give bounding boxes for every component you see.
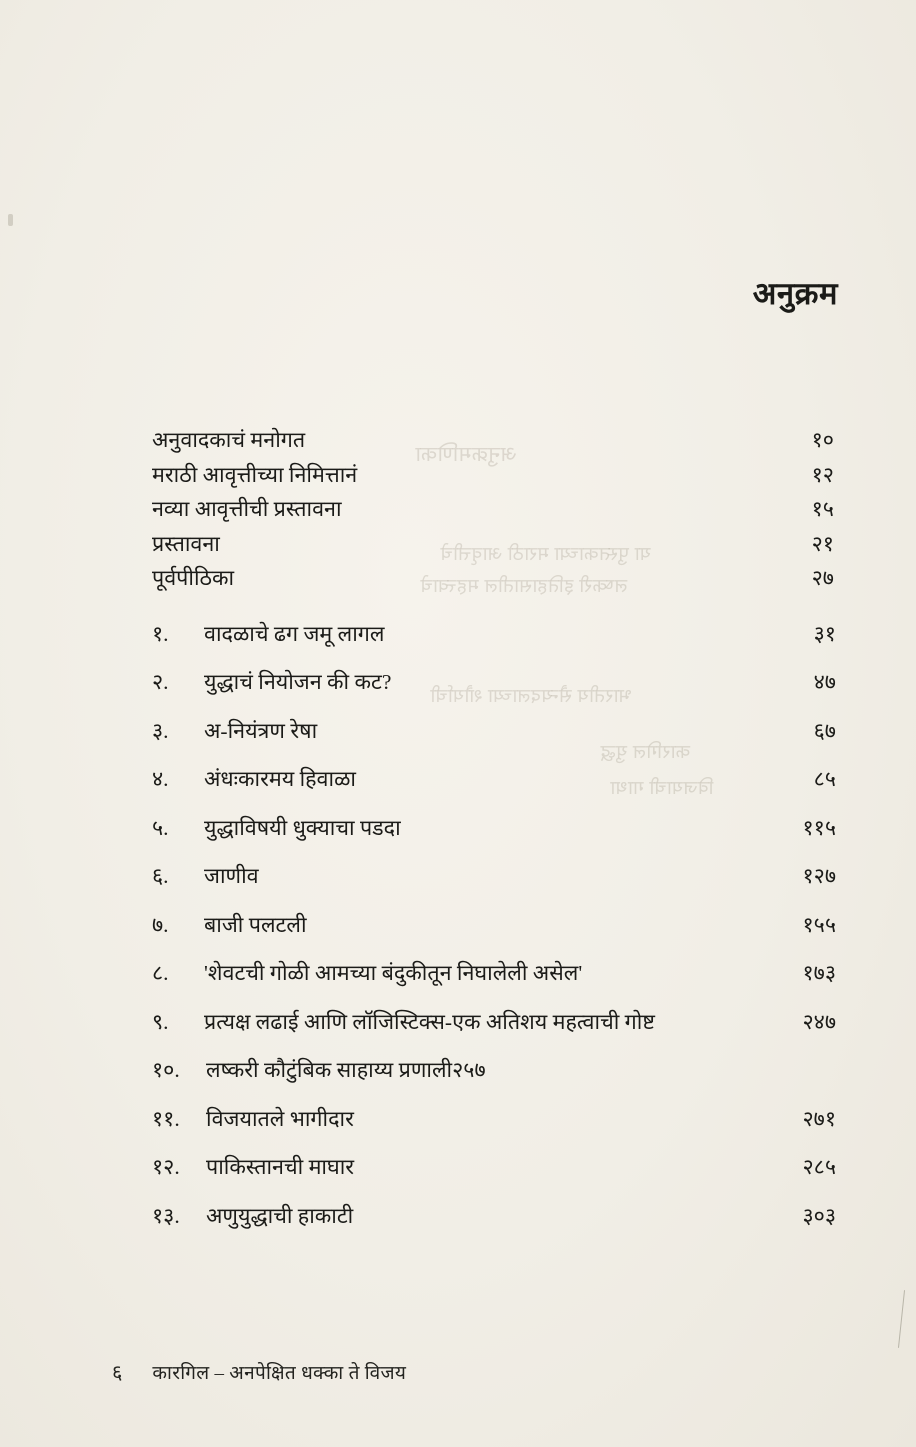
toc-entry-page: २१	[811, 531, 834, 556]
toc-entry-number: १०.	[152, 1058, 180, 1082]
toc-entry-page: १०	[811, 428, 834, 452]
toc-entry-label: जाणीव	[204, 864, 259, 888]
page-footer	[112, 1358, 406, 1385]
toc-entry	[152, 1060, 836, 1082]
toc-entry-label: लष्करी कौटुंबिक साहाय्य प्रणाली२५७	[206, 1058, 486, 1082]
toc-entry-page: १२	[811, 462, 834, 487]
bleed-through-text: विजयाची गाथा	[610, 778, 714, 799]
page-edge-mark	[898, 1290, 905, 1348]
toc-entry-page: ४७	[813, 670, 836, 694]
toc-entry-number: ५.	[152, 815, 169, 840]
bleed-through-text: अनुक्रमणिका	[415, 442, 517, 466]
toc-entry	[152, 1203, 836, 1228]
toc-entry-page: २८५	[802, 1155, 836, 1179]
page-speck	[8, 214, 13, 226]
running-book-title: कारगिल – अनपेक्षित धक्का ते विजय	[152, 1363, 407, 1384]
toc-entry-number: २.	[152, 670, 169, 694]
toc-entry-label: बाजी पलटली	[204, 912, 307, 937]
toc-entry	[152, 568, 836, 590]
toc-entry-page: ६७	[813, 718, 836, 743]
bleed-through-text: भारतीय सैन्यदलाच्या शौर्याची	[430, 686, 632, 707]
chapter-list	[152, 621, 836, 1228]
bleed-through-text: कारगिल युद्ध	[600, 742, 691, 763]
toc-entry-label: युद्धाविषयी धुक्याचा पडदा	[204, 815, 401, 840]
toc-entry-page: १५५	[802, 912, 836, 937]
toc-entry-page: ८५	[813, 767, 836, 791]
toc-entry-page: २७१	[802, 1106, 836, 1131]
toc-entry-label: वादळाचे ढग जमू लागल	[204, 621, 385, 646]
folio-number: ६	[112, 1362, 123, 1384]
front-matter-list	[152, 430, 836, 590]
toc-entry	[152, 499, 836, 521]
page-title: अनुक्रम	[752, 276, 838, 311]
toc-entry-page: २४७	[802, 1009, 836, 1034]
toc-entry-page: २७	[811, 566, 834, 590]
toc-entry-number: १.	[152, 621, 169, 646]
toc-entry-page: ३०३	[802, 1203, 836, 1228]
toc-entry-number: ८.	[152, 961, 169, 985]
toc-entry	[152, 1009, 836, 1034]
toc-entry	[152, 621, 836, 646]
toc-entry-number: ४.	[152, 767, 169, 791]
toc-entry	[152, 769, 836, 791]
toc-entry-label: पूर्वपीठिका	[152, 566, 235, 590]
toc-entry-label: नव्या आवृत्तीची प्रस्तावना	[152, 497, 342, 521]
toc-entry-page: ३१	[813, 621, 836, 646]
toc-entry-number: १२.	[152, 1155, 180, 1179]
toc-entry-number: ७.	[152, 912, 169, 937]
toc-entry-number: ६.	[152, 864, 169, 888]
toc-entry	[152, 718, 836, 743]
toc-entry-label: 'शेवटची गोळी आमच्या बंदुकीतून निघालेली असेल'	[204, 961, 583, 985]
toc-entry-number: ३.	[152, 718, 169, 743]
toc-entry	[152, 912, 836, 937]
bleed-through-text: लष्करी इतिहासातील महत्त्वाचे	[420, 576, 628, 597]
toc-entry-page: १२७	[802, 864, 836, 888]
toc-entry-number: ११.	[152, 1106, 180, 1131]
toc-entry	[152, 531, 836, 556]
bleed-through-text: या पुस्तकाच्या मराठी आवृत्तीचे	[440, 544, 651, 565]
toc-entry-label: विजयातले भागीदार	[206, 1106, 354, 1131]
table-of-contents	[152, 430, 836, 1254]
toc-entry-label: प्रत्यक्ष लढाई आणि लॉजिस्टिक्स-एक अतिशय महत्वाची गोष्ट	[204, 1009, 655, 1034]
toc-entry	[152, 430, 836, 452]
toc-entry-label: अंधःकारमय हिवाळा	[204, 767, 356, 791]
toc-entry-label: मराठी आवृत्तीच्या निमित्तानं	[152, 462, 358, 487]
toc-entry-number: १३.	[152, 1203, 180, 1228]
toc-entry	[152, 1157, 836, 1179]
toc-entry-label: अणुयुद्धाची हाकाटी	[206, 1203, 354, 1228]
toc-entry	[152, 815, 836, 840]
toc-entry-number: ९.	[152, 1009, 169, 1034]
toc-entry-page: १५	[811, 497, 834, 521]
toc-entry	[152, 462, 836, 487]
toc-entry	[152, 1106, 836, 1131]
toc-entry	[152, 672, 836, 694]
toc-entry-label: अनुवादकाचं मनोगत	[152, 428, 306, 452]
toc-entry	[152, 866, 836, 888]
toc-entry-page: १७३	[802, 961, 836, 985]
toc-entry-label: युद्धाचं नियोजन की कट?	[204, 670, 392, 694]
toc-entry-page: ११५	[802, 815, 836, 840]
toc-entry-label: पाकिस्तानची माघार	[206, 1155, 355, 1179]
toc-entry	[152, 963, 836, 985]
toc-entry-label: प्रस्तावना	[152, 531, 220, 556]
toc-entry-label: अ-नियंत्रण रेषा	[204, 718, 318, 743]
